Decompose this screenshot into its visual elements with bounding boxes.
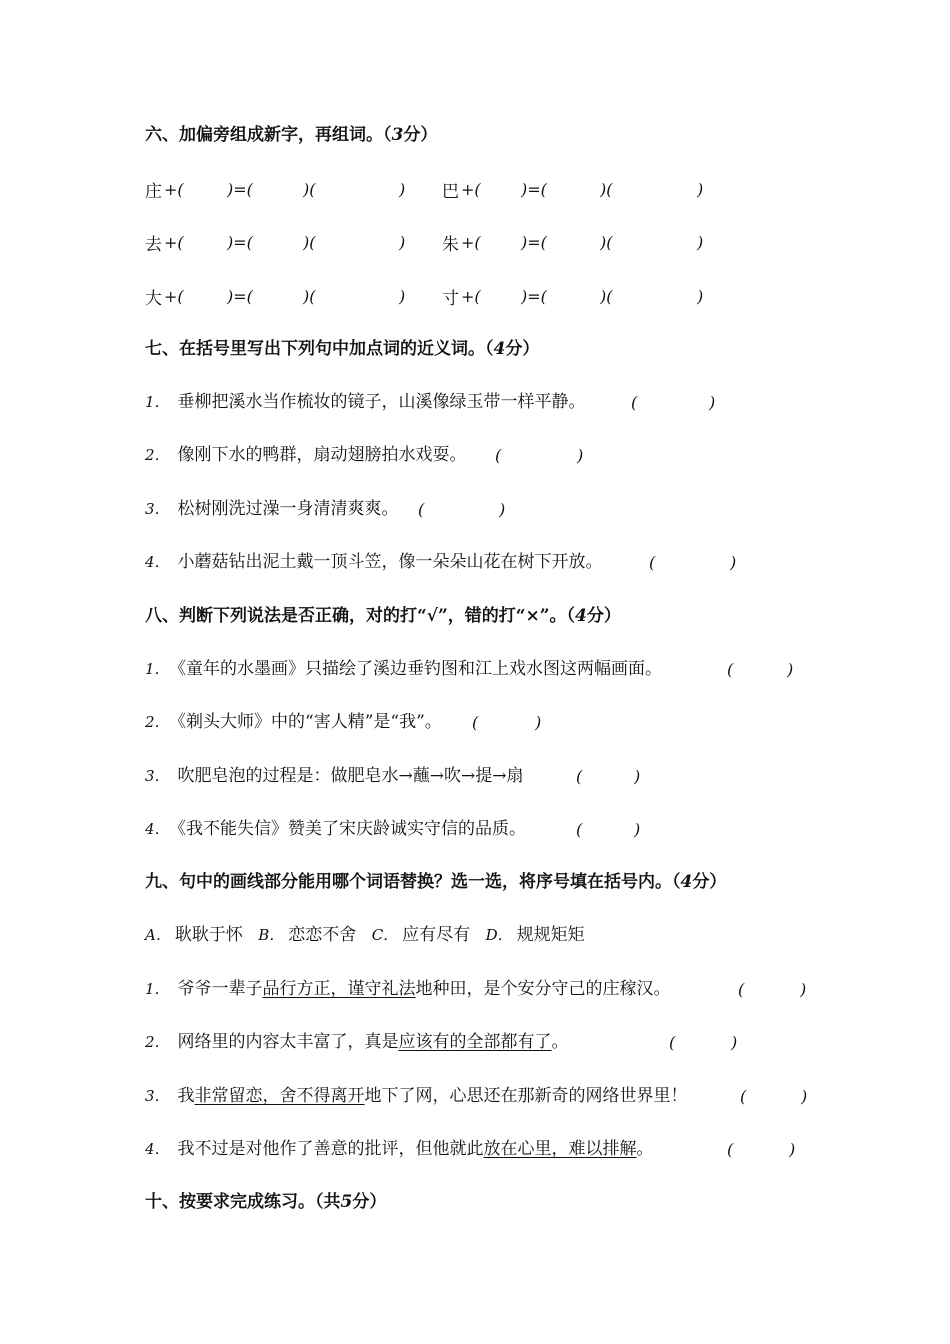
s8-item-4: 4． 《我不能失信》赞美了宋庆龄诚实守信的品质。 bbox=[145, 819, 527, 839]
s8-item-2: 2． 《剃头大师》中的“害人精”是“我”。 bbox=[145, 712, 442, 732]
s6-row1-right-char: 巴 bbox=[442, 182, 459, 202]
underlined-phrase: 放在心里，难以排解 bbox=[483, 1139, 637, 1159]
s7-item-4: 4． 小蘑菇钻出泥土戴一顶斗笠，像一朵朵山花在树下开放。 bbox=[145, 552, 603, 572]
s9-item-3: 3． 我非常留恋，舍不得离开地下了网，心思还在那新奇的网络世界里！ bbox=[145, 1086, 688, 1106]
section-8-heading: 八、判断下列说法是否正确，对的打“√”，错的打“×”。（4分） bbox=[145, 606, 621, 626]
section-10-heading: 十、按要求完成练习。（共5分） bbox=[145, 1192, 387, 1212]
s6-row2-right-char: 朱 bbox=[442, 235, 459, 255]
underlined-phrase: 应该有的全部都有了 bbox=[398, 1032, 552, 1052]
underlined-phrase: 品行方正，谨守礼法 bbox=[262, 979, 416, 999]
s9-item-4: 4． 我不过是对他作了善意的批评，但他就此放在心里，难以排解。 bbox=[145, 1139, 654, 1159]
s6-row1-left-char: 庄 bbox=[145, 182, 162, 202]
s6-row3-right-char: 寸 bbox=[442, 289, 459, 309]
s7-item-1: 1． 垂柳把溪水当作梳妆的镜子，山溪像绿玉带一样平静。 bbox=[145, 392, 586, 412]
s6-row3-left-char: 大 bbox=[145, 289, 162, 309]
s7-item-3: 3． 松树刚洗过澡一身清清爽爽。 bbox=[145, 499, 399, 519]
s8-item-1: 1． 《童年的水墨画》只描绘了溪边垂钓图和江上戏水图这两幅画面。 bbox=[145, 659, 663, 679]
section-9-heading: 九、句中的画线部分能用哪个词语替换？选一选，将序号填在括号内。（4分） bbox=[145, 872, 727, 892]
section-7-heading: 七、在括号里写出下列句中加点词的近义词。（4分） bbox=[145, 339, 540, 359]
s7-item-2: 2． 像刚下水的鸭群，扇动翅膀拍水戏耍。 bbox=[145, 445, 467, 465]
s9-options: A． 耿耿于怀 B． 恋恋不舍 C． 应有尽有 D． 规规矩矩 bbox=[145, 925, 585, 945]
s9-item-2: 2． 网络里的内容太丰富了，真是应该有的全部都有了。 bbox=[145, 1032, 569, 1052]
s9-item-1: 1． 爷爷一辈子品行方正，谨守礼法地种田，是个安分守己的庄稼汉。 bbox=[145, 979, 671, 999]
s6-row2-left-char: 去 bbox=[145, 235, 162, 255]
s8-item-3: 3． 吹肥皂泡的过程是：做肥皂水→蘸→吹→提→扇 bbox=[145, 766, 524, 786]
underlined-phrase: 非常留恋，舍不得离开 bbox=[194, 1086, 365, 1106]
section-6-heading: 六、加偏旁组成新字，再组词。（3分） bbox=[145, 125, 438, 145]
